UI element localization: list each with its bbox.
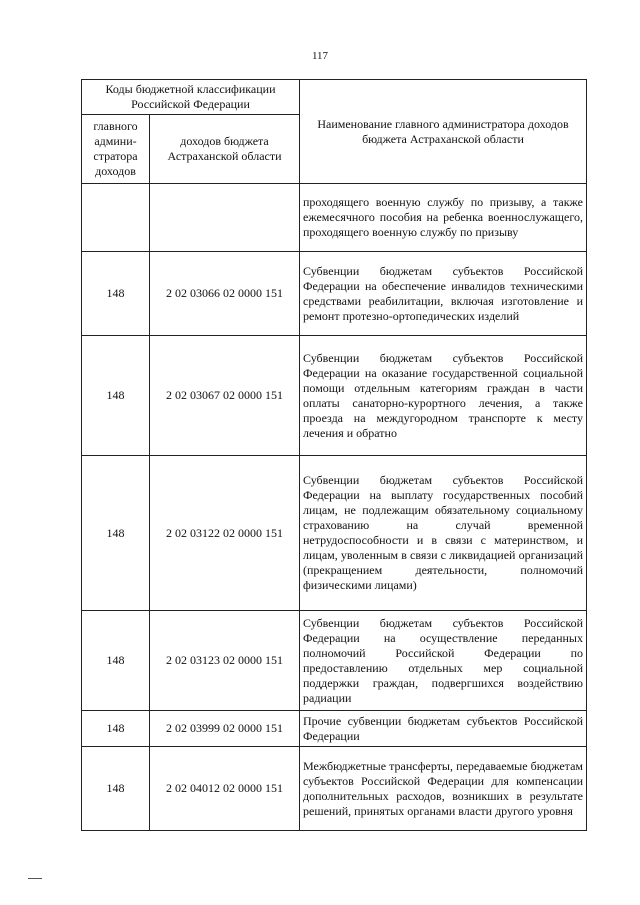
row-income-code: 2 02 04012 02 0000 151 xyxy=(150,747,300,831)
table-row xyxy=(82,336,587,456)
header-row-group xyxy=(82,80,587,115)
row-name: Межбюджетные трансферты, передаваемые бюджетам субъектов Российской Федерации для компенсации дополнительных расходов, возникших в результате решений, принятых органами власти другого уровня xyxy=(300,747,587,831)
row-admin-code: 148 xyxy=(82,456,150,611)
row-income-code: 2 02 03066 02 0000 151 xyxy=(150,252,300,336)
row-admin-code: 148 xyxy=(82,747,150,831)
table-row xyxy=(82,611,587,711)
table-row xyxy=(82,711,587,747)
header-name-column: Наименование главного администратора доходов бюджета Астраханской области xyxy=(300,80,587,184)
row-income-code: 2 02 03122 02 0000 151 xyxy=(150,456,300,611)
row-admin-code: 148 xyxy=(82,252,150,336)
table-row xyxy=(82,252,587,336)
page-number: 117 xyxy=(311,50,329,62)
row-admin-code: 148 xyxy=(82,611,150,711)
budget-classification-table xyxy=(81,79,587,831)
row-name: Субвенции бюджетам субъектов Российской Федерации на выплату государственных пособий лицам, не подлежащим обязательному социальному страхованию на случай временной нетрудоспособности и в связи с материнством, и лицам, уволенным в связи с ликвидацией организаций (прекращением деятельности, полномочий физическими лицами) xyxy=(300,456,587,611)
row-income-code xyxy=(150,184,300,252)
header-codes-group: Коды бюджетной классификации Российской Федерации xyxy=(82,80,300,115)
row-admin-code xyxy=(82,184,150,252)
row-name: проходящего военную службу по призыву, а также ежемесячного пособия на ребенка военнослужащего, проходящего военную службу по призыву xyxy=(300,184,587,252)
row-income-code: 2 02 03067 02 0000 151 xyxy=(150,336,300,456)
header-code-column: доходов бюджета Астраханской области xyxy=(150,115,300,184)
row-name: Субвенции бюджетам субъектов Российской Федерации на оказание государственной социальной помощи отдельным категориям граждан в части оплаты санаторно-курортного лечения, а также проезда на междугородном транспорте к месту лечения и обратно xyxy=(300,336,587,456)
table-row xyxy=(82,747,587,831)
header-admin-column: главного админи-стратора доходов xyxy=(82,115,150,184)
table-row xyxy=(82,184,587,252)
table-row xyxy=(82,456,587,611)
row-name: Прочие субвенции бюджетам субъектов Российской Федерации xyxy=(300,711,587,747)
row-admin-code: 148 xyxy=(82,711,150,747)
row-income-code: 2 02 03123 02 0000 151 xyxy=(150,611,300,711)
row-admin-code: 148 xyxy=(82,336,150,456)
row-name: Субвенции бюджетам субъектов Российской Федерации на обеспечение инвалидов техническими средствами реабилитации, включая изготовление и ремонт протезно-ортопедических изделий xyxy=(300,252,587,336)
row-income-code: 2 02 03999 02 0000 151 xyxy=(150,711,300,747)
scan-mark xyxy=(28,878,42,879)
row-name: Субвенции бюджетам субъектов Российской Федерации на осуществление переданных полномочий Российской Федерации по предоставлению отдельных мер социальной поддержки граждан, подвергшихся воздействию радиации xyxy=(300,611,587,711)
